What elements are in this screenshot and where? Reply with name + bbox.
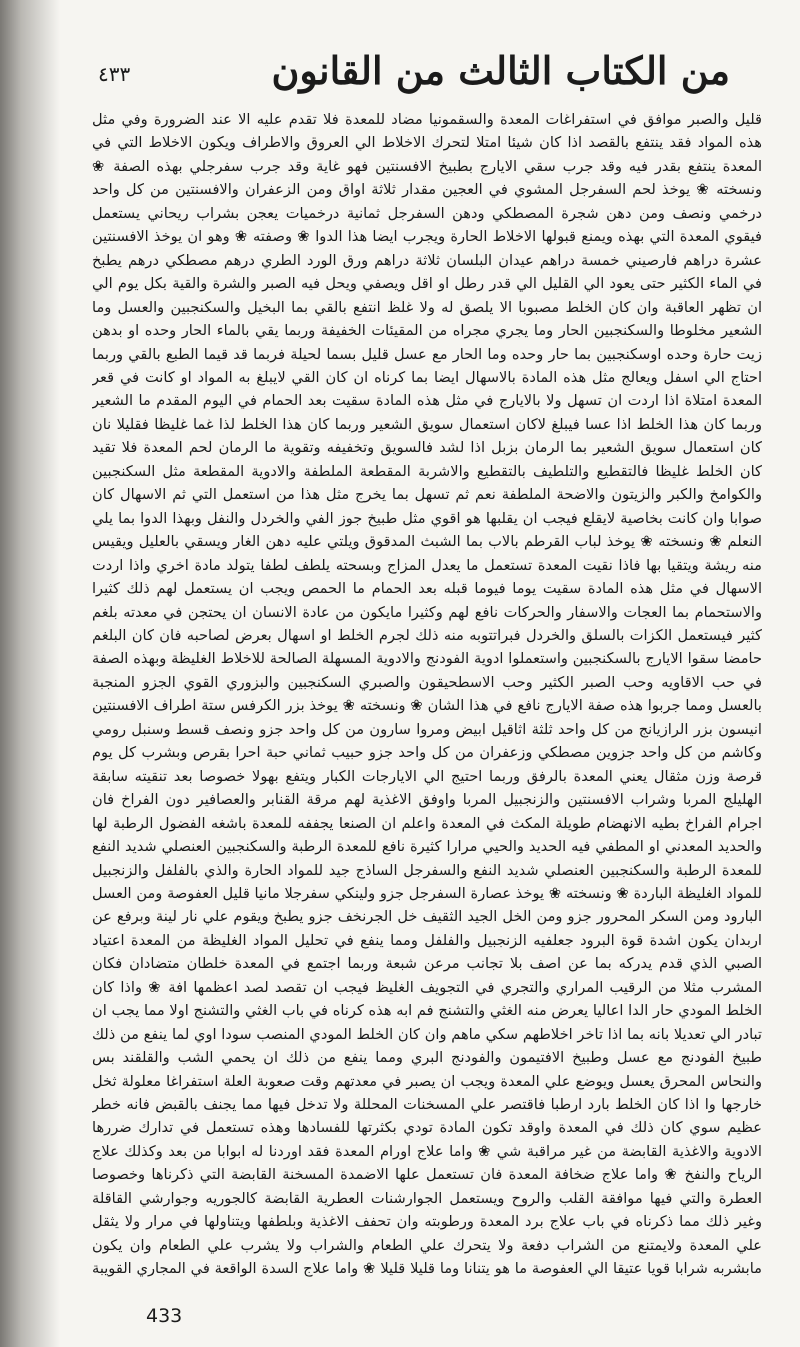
main-text-block	[92, 108, 762, 1284]
bottom-page-number: 433	[146, 1305, 183, 1327]
binding-gutter-shadow	[0, 0, 60, 1347]
running-title: من الكتاب الثالث من القانون	[271, 48, 730, 93]
top-page-number: ٤٣٣	[98, 62, 131, 86]
page-header	[90, 48, 730, 100]
body-paragraph-1: قليل والصبر موافق في استفراغات المعدة والسقمونيا مضاد للمعدة فلا تقدم عليه الا عند الضرورة وفي مثل هذه المواد فقد ينتفع بالقصد اذا كان شيئا امتلا لتحرك الاخلاط الي العروق والاطراف ويكون الاخلاط التي في المعدة ينتفع بقدر فيه وقد جرب سقي الايارج بطبيخ الافسنتين فهو غاية وقد جرب سفرجلي بهذه الصفة ❀ ونسخته ❀ يوخذ لحم السفرجل المشوي في العجين مقدار ثلاثة اواق ومن الزعفران والافسنتين من كل واحد درخمي ونصف ومن دهن شجرة المصطكي ودهن السفرجل ثمانية درخميات يعجن بشراب ريحاني يستعمل فيقوي المعدة التي بهذه ويمنع قبولها الاخلاط الحارة ويجرب ايضا هذا الدوا ❀ وصفته ❀ وهو ان يوخذ الافسنتين عشرة دراهم فارصيني خمسة دراهم عيدان البلسان ثلاثة دراهم ورق الورد الطري درهم مصطكي درهم يطبخ في الماء الكثير حتى يعود الي القليل الي قدر رطل او اقل ويصفي ويحل فيه الصبر والشرة والقية بكل يوم الي ان تظهر العاقبة وان كان الخلط مصبوبا الا يلصق له ولا غلظ انتفع بالقي بما البخيل والسكنجبين والعسل وما الشعير مخلوطا والسكنجبين الحار وما يجري مجراه من المقيئات الخفيفة وربما يقي بالماء الحار وحده او بدهن زيت حارة وحده اوسكنجبين بما حار وحده وما الحار مع عسل قليل بسما لحيلة فربما قد قيما الطبع بالقي وربما احتاج الي اسفل ويعالج مثل هذه المادة بالاسهال ايضا بما كرناه ان كان القي لايبلغ به المواد او كانت في قعر المعدة امتلاة اذا اردت ان تسهل ولا بالايارج في مثل هذه المادة سقيت بعد الحمام في اليوم المقدم ما الشعير وربما كان هذا الخلط اذا عسا فيبلغ لاكان استعمال سويق الشعير وربما كان هذا الخلط لذا غما غليظا فقليلا نان كان استعمال سويق الشعير بما الرمان بزبل اذا لشد فالسويق وتخفيفه وتقوية ما الرمان لحم المعدة فلا تقيد كان الخلط غليظا فالتقطيع والتلطيف بالتقطيع والاشربة المقطعة الملطفة والادوية المقطعة مثل السكنجبين والكوامخ والكبر والزيتون والاضحة الملطفة نعم ثم تسهل بما يخرج مثل هذا من استعمل التي ثم الاسهال كان صوابا وان كانت بخاصية لايقلع فيجب ان يقلبها هو اقوي مثل طبيخ جوز الفي والخردل والنفل وبهذا الدوا بما يلي النعلم ❀ ونسخته ❀ يوخذ لباب القرطم بالاب بما الشبث المدقوق ويلتي عليه دهن الغار ويسقي بالعليل ويقيس منه ريشة ويتقيا بها فاذا نقيت المعدة تستعمل ما يعدل المزاج وبسحته يلطف لطفا يتولد مادة اخري واذا اردت الاسهال في مثل هذه المادة سقيت يوما فيوما قبله بعد الحمام ما الحمص ويجب ان يستعمل لهم ذلك كثيرا والاستحمام بما العجات والاسفار والحركات نافع لهم وكثيرا مايكون من عادة الانسان ان يحتجن في معدته بلغم كثير فيستعمل الكزات بالسلق والخردل فبراتتوبه منه ذلك لجرم الخلط او اسهال بعرض لصاحبه فان كان البلغم حامضا سقوا الايارج بالسكنجبين واستعملوا ادوية الفودنج والادوية المسهلة الصالحة للاخلاط الغليظة وبهذه الصفة في حب الاقاويه وحب الصبر الكثير وحب الاسطحيقون والصبري السكنجبين والبزوري القوي الجزو المنجبة بالعسل ومما جربوا هذه صفة الايارج نافع في هذا الشان ❀ ونسخته ❀ يوخذ بزر الكرفس ستة اطراف الافسنتين انيسون بزر الرازيانج من كل واحد ثلثة اثاقيل ابيض ومروا سارون من كل واحد جزو ونصف قسط وسنبل رومي وكاشم من كل واحد جزوين مصطكي وزعفران من كل واحد جزو حبيب ثماني حبة احرا بقرص وبشرب كل يوم قرصة وزن مثقال يعني المعدة بالرفق وربما احتيج الي الايارجات الكبار ويتفع بهولا خصوصا بعد تنقيته سابقة الهليلج المربا وشراب الافسنتين والزنجبيل المربا واوفق الاغذية لهم مرقة القنابر والعصافير دون الفراخ فان اجرام الفراخ بطيه الانهضام طويلة المكث في المعدة واعلم ان الصنعا يجففه للمعدة باشغه الفضول الرطبة لها والحديد المعدني او المطفي فيه الحديد والحيي مرارا كثيرة نافع للمعدة الرطبة والسكنجبين العنصلي شديد النفع للمعدة الرطبة والسكنجبين العنصلي شديد النفع والسفرجل الساذج جيد للمواد الحارة والذي بالفلفل والزنجبيل للمواد الغليظة الباردة ❀ ونسخته ❀ يوخذ عصارة السفرجل جزو ولينكي سفرجلا مانيا قليل العفوصة ومن العسل البارود ومن السكر المحرور جزو ومن الخل الجيد الثقيف خل الجرنخف جزو يطبخ ويقوم علي نار لينة وبرفع عن اربدان يكون اشدة قوة البرود جعلفيه الزنجبيل والفلفل ومما ينفع في تحليل المواد الغليظة من المعدة اعتياد الصبي الذي قدم يدركه بما عن اصف بلا تجانب مرعن شبعة وربما اجتمع في المعدة خلطان متضادان فكان المشرب مثلا من الرقيب المراري والتجري في التجويف الغليظ فيجب ان تقصد لصد اعظمها افة ❀ واذا كان الخلط المودي حار الدا اعاليا يعرض منه الغثي والتشنج فم ابه هذه كرناه في باب الغثي والتشنج اولا مما يجب ان تبادر الي تعديلا بانه بما اذا تاخر اخلاطهم سكي ماهم وان كان الخلط المودي المنصب سودا اوي لما ينفع من ذلك طبيخ الفودنج مع عسل وطبيخ الافتيمون والفودنج البري ومما ينفع من ذلك ان يحمي الشب والقلقند بس والنحاس المحرق يعسل ويوضع علي المعدة ويجب ان يصبر في معدتهم وقت صعوبة العلة استفراغا معلولة ثخل خارجها وا اذا كان الخلط بارد ارطبا فاقتصر علي المسخنات المحللة ولا تدخل فيها مما يجنف بالقبض فانه خطر عظيم سوي كان ذلك في المعدة واوقد تكون المادة تودي بكثرتها للفسادها وهذه تستعمل في تدارك ضررها الادوية والاغذية القابضة من غير مراقبة شي ❀ واما علاج اورام المعدة فقد اوردنا له ابوابا من بعد وكذلك علاج الرياح والنفخ ❀ واما علاج ضخافة المعدة فان تستعمل علها الاضمدة المسخنة القابضة التي ذكرناها وخصوصا العطرة والتي فيها موافقة القلب والروح ويستعمل الجوارشنات العطرية القابضة كالجوريه وجوارشي القاقلة وغير ذلك مما ذكرناه في باب علاج برد المعدة ورطوبته وان تحفف الاغذية وبلطفها ويتناولها في مرار ولا يثقل علي المعدة ولايمتنع من الشراب دفعة ولا يتحرك علي الطعام والشراب ولا يشرب علي الطعام وان يكون مابشربه شرابا قويا عتيقا الي العفوصة ما هو يتنانا وما قليلا قليلا ❀ واما علاج السدة الواقعة في المجاري القويبة	[92, 111, 762, 1278]
